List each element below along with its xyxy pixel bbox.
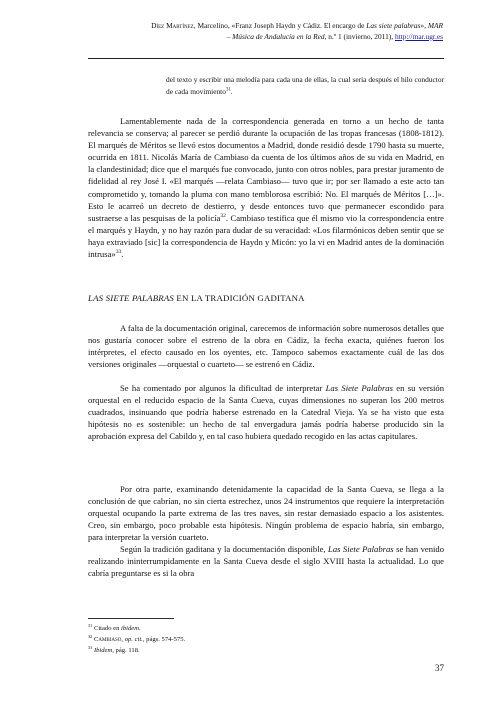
header-after-title: », <box>420 21 428 30</box>
header-journal-abbr: MAR <box>427 21 443 30</box>
body-paragraph-2: A falta de la documentación original, carecemos de información sobre numerosos detalles que nos gustaría conocer sobre el estreno de la obra en Cádiz, la fecha exacta, quiénes fueron los intérpretes, el efecto causado en los oyentes, etc. Tampoco sabemos exactamente cuál de las dos versiones originales —orquestal o cuarteto— se estrenó en Cádiz. <box>88 323 444 370</box>
footnote-author: Cambiaso <box>93 636 122 643</box>
footnote-divider <box>88 618 174 619</box>
quote-text: del texto y escribir una melodía para cada una de ellas, la cual sería después el hilo conductor de cada movimiento <box>166 75 444 96</box>
header-work-title: Las siete palabras <box>366 21 421 30</box>
quote-block-end: del texto y escribir una melodía para cada una de ellas, la cual sería después el hilo conductor de cada movimiento$^{31}$. <box>166 75 444 96</box>
section-heading-rest: EN LA TRADICIÓN GADITANA <box>174 293 305 303</box>
header-url-link[interactable]: http://mar.ugr.es <box>394 32 443 41</box>
body-paragraph-3 <box>88 382 444 442</box>
footnote-31 <box>88 623 444 634</box>
footnote-number: 31 <box>88 622 93 628</box>
section-heading <box>88 293 444 303</box>
footnote-33 <box>88 645 444 656</box>
paragraph-3-text-a: Se ha comentado por algunos la dificultad de interpretar <box>120 383 326 393</box>
paragraph-5-text-b: se han venido realizando ininterrumpidamente en la Santa Cueva desde el siglo XVIII hasta la actualidad. Lo que cabría preguntarse es si la obra <box>88 544 444 579</box>
header-author-rest: , Marcelino, «Franz Joseph Haydn y Cádiz. El encargo de <box>193 21 367 30</box>
paragraph-1-text-b: . Cambiaso testifica que él mismo vio la correspondencia entre el marqués y Haydn, y no hay razón para dudar de su veracidad: «Los filarmónicos deben sentir que se haya extraviado [sic] la correspondencia de Haydn y Micón: yo la vi en Madrid antes de la dominación intrusa» <box>88 212 444 260</box>
footnote-italic: ibidem <box>121 625 139 632</box>
footnote-rest: , pág. 118. <box>112 647 140 654</box>
header-author: Díez Martínez <box>151 21 194 30</box>
header-divider <box>88 58 444 59</box>
paragraph-5-text-a: Según la tradición gaditana y la documentación disponible, <box>120 544 329 554</box>
paragraph-5-italic: Las Siete Palabras <box>328 544 394 554</box>
header-issue: , n.º 1 (invierno, 2011), <box>324 32 395 41</box>
footnote-italic: Ibidem <box>93 647 113 654</box>
paragraph-1-text: Lamentablemente nada de la correspondencia generada en torno a un hecho de tanta relevancia se conserva; al parecer se perdió durante la ocupación de las tropas francesas (1808-1812). El marqués de Méritos se llevó estos documentos a Madrid, donde residió desde 1790 hasta su muerte, ocurrida en 1811. Nicolás María de Cambiaso da cuenta de los últimos años de su vida en Madrid, en la clandestinidad; dice que el marqués fue convocado, junto con otros nobles, para prestar juramento de fidelidad al rey José I. «El marqués —relata Cambiaso— tuvo que ir; por ser llamado a este acto tan comprometido y, tomando la pluma con mano temblorosa escribió: No. El marqués de Méritos […]». Esto le acarreó un decreto de destierro, y desde entonces tuvo que permanecer escondido para sustraerse a las pesquisas de la policía <box>88 116 444 223</box>
paragraph-3-text-b: en su versión orquestal en el reducido espacio de la Santa Cueva, cuyas dimensiones no superan los 200 metros cuadrados, insinuando que podría haberse estrenado en la Catedral Vieja. Ya se ha visto que esta hipótesis no es sostenible: un hecho de tal envergadura jamás podría haberse producido sin la aprobación expresa del Cabildo y, en tal caso hubiera quedado recogido en las actas capitulares. <box>88 383 445 442</box>
footnotes <box>88 623 444 656</box>
footnote-rest: , págs. 574-575. <box>142 636 186 643</box>
footnote-ref-33[interactable]: 33 <box>115 249 122 256</box>
paragraph-3-italic: Las Siete Palabras <box>325 383 393 393</box>
footnote-text: Citado en <box>93 625 122 632</box>
footnote-italic: op. cit. <box>124 636 143 643</box>
body-paragraph-4: Por otra parte, examinando detenidamente la capacidad de la Santa Cueva, se llega a la conclusión de que cabrían, no sin cierta estrechez, unos 24 instrumentos que requiere la interpretación orquestal ocupando la parte extrema de las tres naves, sin restar demasiado espacio a los asistentes. Creo, sin embargo, poco probable esta hipótesis. Ningún problema de espacio habría, sin embargo, para interpretar la versión cuarteto. <box>88 484 444 543</box>
page-number: 37 <box>435 663 444 673</box>
footnote-number: 33 <box>88 644 93 650</box>
footnote-ref-32[interactable]: 32 <box>220 212 226 219</box>
running-header <box>120 20 443 42</box>
header-journal-line: – Música de Andalucía en la Red <box>226 32 325 41</box>
footnote-separator: , <box>121 636 125 643</box>
body-paragraph-1: Lamentablemente nada de la correspondencia generada en torno a un hecho de tanta relevancia se conserva; al parecer se perdió durante la ocupación de las tropas francesas (1808-1812). El marqués de Méritos se llevó estos documentos a Madrid, donde residió desde 1790 hasta su muerte, ocurrida en 1811. Nicolás María de Cambiaso da cuenta de los últimos años de su vida en Madrid, en la clandestinidad; dice que el marqués fue convocado, junto con otros nobles, para prestar juramento de fidelidad al rey José I. «El marqués —relata Cambiaso— tuvo que ir; por ser llamado a este acto tan comprometido y, tomando la pluma con mano temblorosa escribió: No. El marqués de Méritos […]». Esto le acarreó un decreto de destierro, y desde entonces tuvo que permanecer escondido para sustraerse a las pesquisas de la policía$^{32}$. Cambiaso testifica que él mismo vio la correspondencia entre el marqués y Haydn, y no hay razón para dudar de su veracidad: «Los filarmónicos deben sentir que se haya extraviado [sic] la correspondencia de Haydn y Micón: yo la vi en Madrid antes de la dominación intrusa»$^{33}$. <box>88 116 444 260</box>
section-heading-italic: LAS SIETE PALABRAS <box>88 293 175 303</box>
footnote-32 <box>88 634 444 645</box>
footnote-rest: . <box>139 625 141 632</box>
body-paragraph-5 <box>88 543 444 579</box>
footnote-ref-31[interactable]: 31 <box>225 87 231 93</box>
footnote-number: 32 <box>88 633 93 639</box>
